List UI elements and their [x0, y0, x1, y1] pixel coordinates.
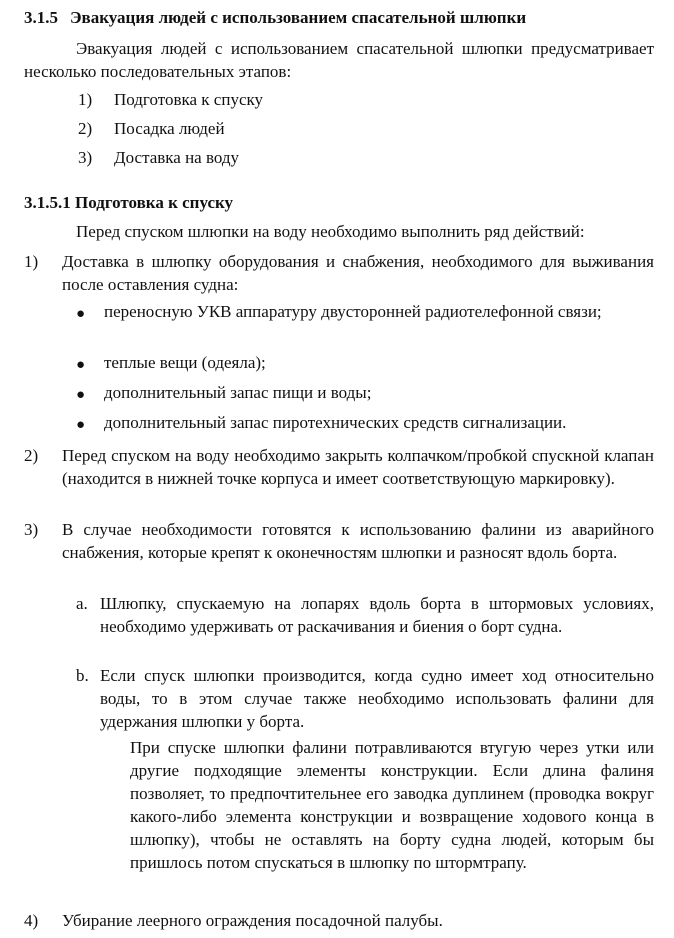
sub-item-letter: b. — [76, 666, 89, 685]
item-text: Доставка в шлюпку оборудования и снабжения, необходимого для выживания после оставления судна: — [62, 252, 654, 294]
item-number: 3) — [24, 520, 39, 539]
bullet-marker: ● — [76, 357, 86, 373]
item-text: Убирание леерного ограждения посадочной палубы. — [62, 911, 443, 930]
bullet-marker: ● — [76, 387, 86, 403]
item-number: 2) — [24, 446, 39, 465]
stage-item: Доставка на воду — [114, 148, 240, 167]
bullet-item: дополнительный запас пиротехнических средств сигнализации. — [104, 413, 567, 432]
note-paragraph: При спуске шлюпки фалини потравливаются втугую через утки или другие подходящие элементы конструкции. Если длина фалиня позволяет, то предпочтительнее его заводка дуплинем (проводка вокруг какого-либо элемента конструкции и возвращение ходового конца в шлюпку), чтобы не оставлять на борту судна людей, которым бы пришлось потом спускаться в шлюпку по штормтрапу. — [130, 738, 654, 872]
section-number: 3.1.5 — [24, 8, 58, 27]
sub-item-text: Если спуск шлюпки производится, когда судно имеет ход относительно воды, то в этом случае также необходимо использовать фалини для удержания шлюпки у борта. — [100, 666, 654, 731]
subsection-heading: 3.1.5.1 Подготовка к спуску — [24, 193, 234, 212]
subsection-intro: Перед спуском шлюпки на воду необходимо выполнить ряд действий: — [76, 222, 585, 241]
stage-number: 1) — [78, 90, 93, 109]
item-number: 4) — [24, 911, 39, 930]
item-text: Перед спуском на воду необходимо закрыть колпачком/пробкой спускной клапан (находится в нижней точке корпуса и имеет соответствующую маркировку). — [62, 446, 654, 488]
bullet-marker: ● — [76, 306, 86, 322]
bullet-item: теплые вещи (одеяла); — [104, 353, 266, 372]
bullet-item: дополнительный запас пищи и воды; — [104, 383, 372, 402]
item-text: В случае необходимости готовятся к использованию фалини из аварийного снабжения, которые крепят к оконечностям шлюпки и разносят вдоль борта. — [62, 520, 654, 562]
stage-item: Посадка людей — [114, 119, 225, 138]
section-heading — [24, 6, 526, 29]
bullet-marker: ● — [76, 417, 86, 433]
sub-item-text: Шлюпку, спускаемую на лопарях вдоль борта в штормовых условиях, необходимо удерживать от раскачивания и биения о борт судна. — [100, 594, 654, 636]
bullet-item: переносную УКВ аппаратуру двусторонней радиотелефонной связи; — [104, 302, 602, 321]
item-number: 1) — [24, 252, 39, 271]
stage-item: Подготовка к спуску — [114, 90, 264, 109]
section-intro: Эвакуация людей с использованием спасательной шлюпки предусматривает несколько последовательных этапов: — [24, 39, 654, 81]
section-title: Эвакуация людей с использованием спасательной шлюпки — [70, 8, 527, 27]
stage-number: 2) — [78, 119, 93, 138]
sub-item-letter: a. — [76, 594, 88, 613]
stage-number: 3) — [78, 148, 93, 167]
